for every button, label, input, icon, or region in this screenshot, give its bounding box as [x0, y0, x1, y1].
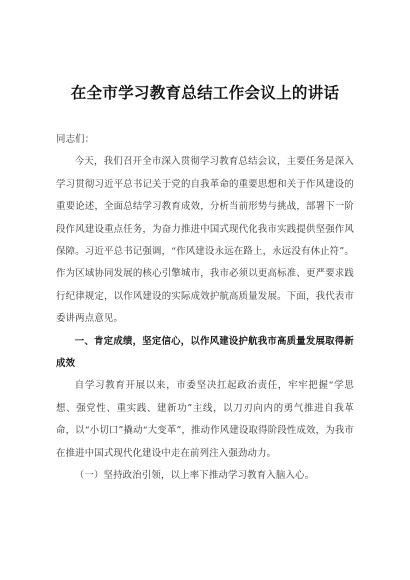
document-title: 在全市学习教育总结工作会议上的讲话	[70, 84, 340, 102]
section-heading: 一、肯定成绩，坚定信心，以作风建设护航我市高质量发展取得新成效	[56, 335, 354, 370]
subsection-heading: （一）坚持政治引领，以上率下推动学习教育入脑入心。	[74, 470, 315, 482]
section-paragraph: 自学习教育开展以来，市委坚决扛起政治责任，牢牢把握“学思想、强党性、重实践、建新功”主线，以刀刃向内的勇气推进自我革命，以“小切口”撬动“大变革”，推动作风建设取得阶段性成效，为我市在推进中国式现代化建设中走在前列注入强劲动力。	[56, 380, 354, 459]
intro-paragraph: 今天，我们召开全市深入贯彻学习教育总结会议，主要任务是深入学习贯彻习近平总书记关于党的自我革命的重要思想和关于作风建设的重要论述，全面总结学习教育成效，分析当前形势与挑战，部署下一阶段作风建设重点任务，为奋力推进中国式现代化我市实践提供坚强作风保障。习近平总书记强调，“作风建设永远在路上，永远没有休止符”。作为区域协同发展的核心引擎城市，我市必须以更高标准、更严要求践行纪律规定，以作风建设的实际成效护航高质量发展。下面，我代表市委讲两点意见。	[56, 156, 354, 325]
salutation: 同志们：	[56, 134, 95, 145]
document-body	[56, 129, 354, 488]
